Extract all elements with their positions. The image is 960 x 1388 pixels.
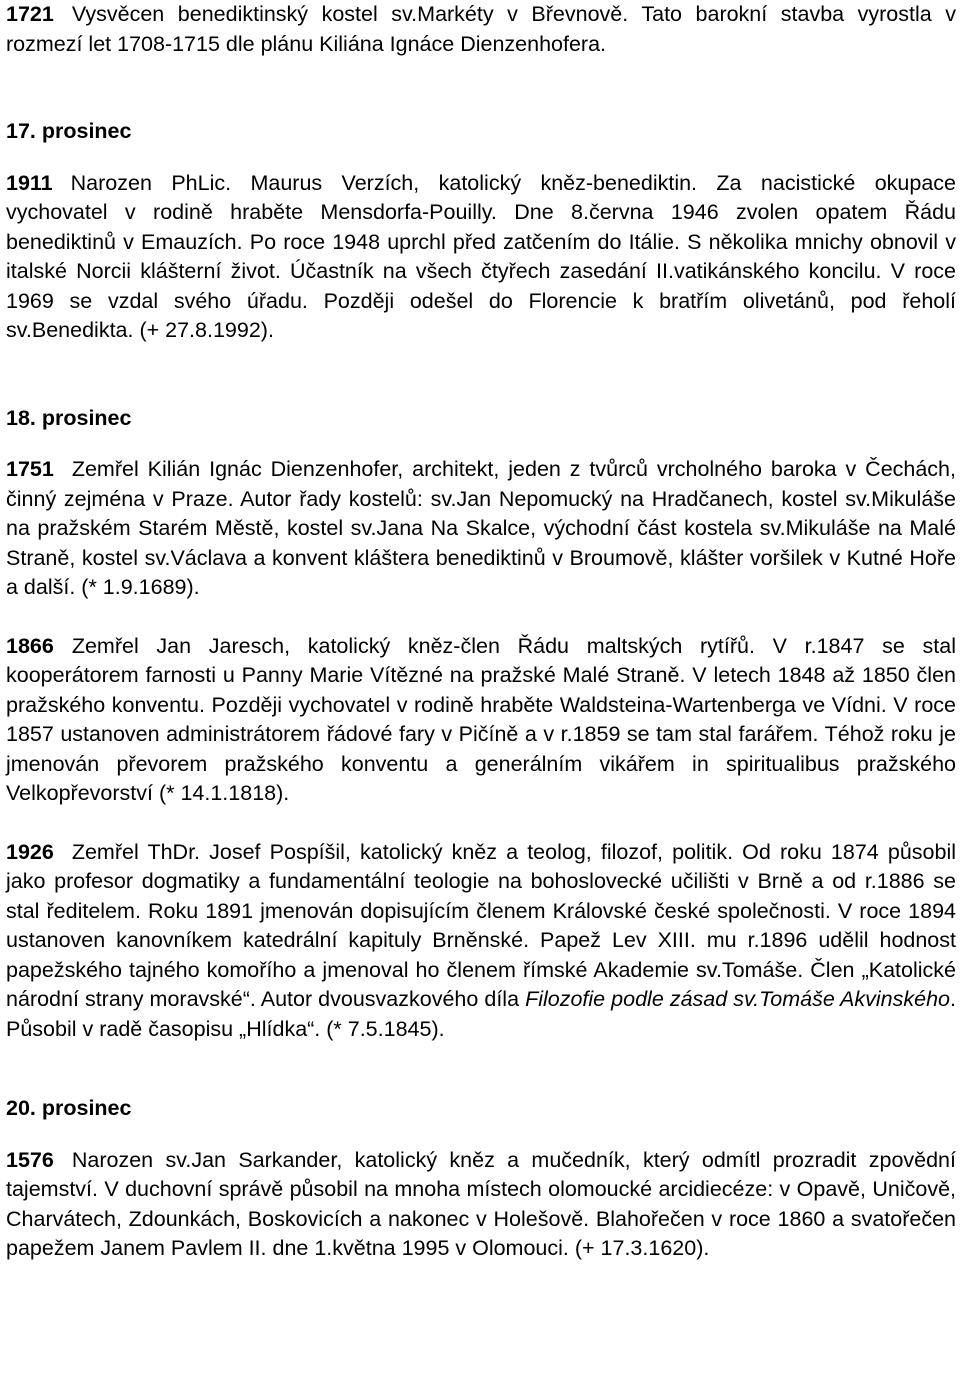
date-heading-17-prosinec: 17. prosinec	[6, 119, 132, 143]
entry-text-end: . Působil v radě časopisu „Hlídka“. (* 7.5.1845).	[6, 987, 956, 1041]
entry-1721	[6, 0, 956, 59]
book-title: Filozofie podle zásad sv.Tomáše Akvinského	[525, 987, 951, 1011]
entry-text: Zemřel ThDr. Josef Pospíšil, katolický kněz a teolog, filozof, politik. Od roku 1874 působil jako profesor dogmatiky a fundamentální teologie na bohoslovecké učilišti v Brně a od r.1886 se stal ředitelem. Roku 1891 jmenován dopisujícím členem Královské české společnosti. V roce 1894 ustanoven kanovníkem katedrální kapituly Brněnské. Papež Lev XIII. mu r.1896 udělil hodnost papežského tajného komořího a jmenoval ho členem římské Akademie sv.Tomáše. Člen „Katolické národní strany moravské“. Autor dvousvazkového díla	[6, 839, 956, 1011]
entry-text: Narozen PhLic. Maurus Verzích, katolický kněz-benediktin. Za nacistické okupace vychovatel v rodině hraběte Mensdorfa-Pouilly. Dne 8.června 1946 zvolen opatem Řádu benediktinů v Emauzích. Po roce 1948 uprchl před zatčením do Itálie. S několika mnichy obnovil v italské Norcii klášterní život. Účastník na všech čtyřech zasedání II.vatikánského koncilu. V roce 1969 se vzdal svého úřadu. Později odešel do Florencie k bratřím olivetánů, pod řeholí sv.Benedikta. (+ 27.8.1992).	[6, 170, 956, 342]
entry-1926	[6, 838, 956, 1045]
entry-text: Zemřel Kilián Ignác Dienzenhofer, architekt, jeden z tvůrců vrcholného baroka v Čechách, činný zejména v Praze. Autor řady kostelů: sv.Jan Nepomucký na Hradčanech, kostel sv.Mikuláše na pražském Starém Městě, kostel sv.Jana Na Skalce, východní část kostela sv.Mikuláše na Malé Straně, kostel sv.Václava a konvent kláštera benediktinů v Broumově, klášter voršilek v Kutné Hoře a další. (* 1.9.1689).	[6, 457, 956, 599]
entry-year: 1576	[6, 1147, 54, 1172]
entry-year: 1866	[6, 633, 54, 658]
date-heading-20-prosinec: 20. prosinec	[6, 1096, 132, 1120]
document-page	[6, 0, 956, 1264]
entry-1911	[6, 169, 956, 346]
entry-year: 1911	[6, 170, 53, 195]
entry-year: 1721	[6, 2, 54, 26]
entry-1751	[6, 455, 956, 603]
entry-1576	[6, 1146, 956, 1264]
entry-text: Vysvěcen benediktinský kostel sv.Markéty v Břevnově. Tato barokní stavba vyrostla v rozmezí let 1708-1715 dle plánu Kiliána Ignáce Dienzenhofera.	[6, 2, 956, 56]
entry-text: Zemřel Jan Jaresch, katolický kněz-člen Řádu maltských rytířů. V r.1847 se stal kooperátorem farnosti u Panny Marie Vítězné na pražské Malé Straně. V letech 1848 až 1850 člen pražského konventu. Později vychovatel v rodině hraběte Waldsteina-Wartenberga ve Vídni. V roce 1857 ustanoven administrátorem řádové fary v Pičíně a v r.1859 se tam stal farářem. Téhož roku je jmenován převorem pražského konventu a generálním vikářem in spiritualibus pražského Velkopřevorství (* 14.1.1818).	[6, 633, 956, 805]
date-heading-18-prosinec: 18. prosinec	[6, 405, 132, 430]
entry-text: Narozen sv.Jan Sarkander, katolický kněz a mučedník, který odmítl prozradit zpovědní tajemství. V duchovní správě působil na mnoha místech olomoucké arcidiecéze: v Opavě, Uničově, Charvátech, Zdounkách, Boskovicích a nakonec v Holešově. Blahořečen v roce 1860 a svatořečen papežem Janem Pavlem II. dne 1.května 1995 v Olomouci. (+ 17.3.1620).	[6, 1147, 956, 1260]
entry-year: 1926	[6, 839, 54, 864]
entry-1866	[6, 632, 956, 809]
entry-year: 1751	[6, 457, 54, 481]
